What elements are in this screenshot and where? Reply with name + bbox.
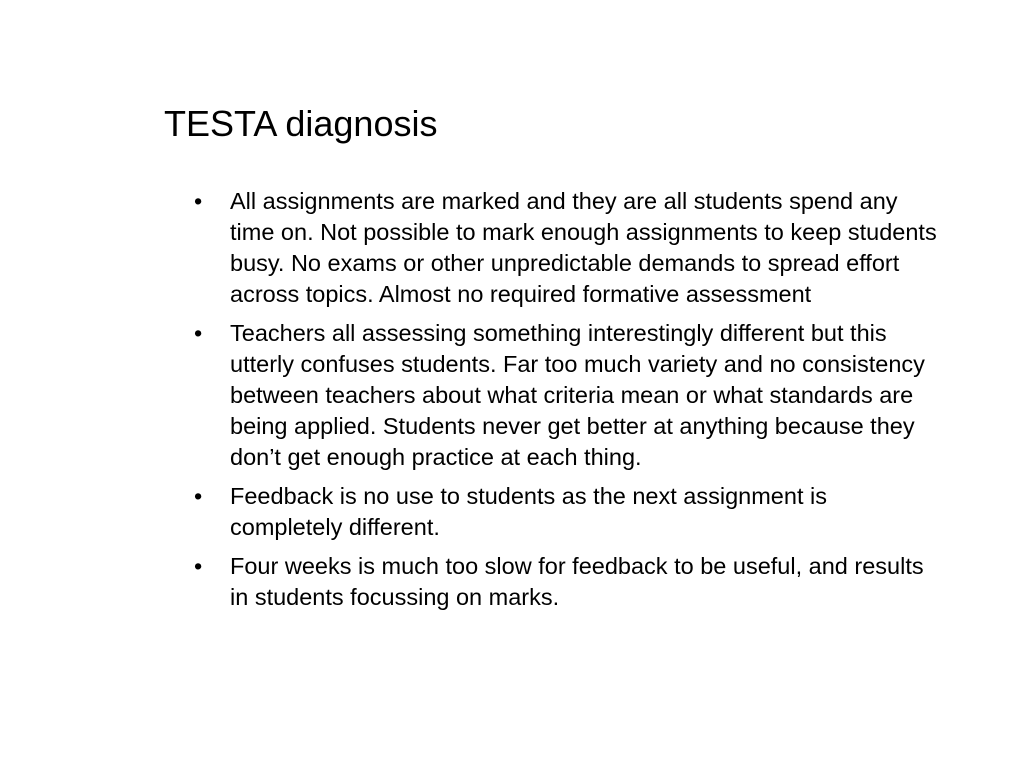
bullet-text: All assignments are marked and they are all students spend any time on. Not possible to mark enough assignments to keep students busy. No exams or other unpredictable demands to spread effort across topics. Almost no required formative assessment xyxy=(230,188,937,307)
slide-title: TESTA diagnosis xyxy=(164,103,438,144)
bullet-item xyxy=(192,551,942,613)
bullet-item xyxy=(192,318,942,473)
bullet-icon: • xyxy=(194,188,203,214)
bullet-list xyxy=(192,186,942,621)
bullet-text: Teachers all assessing something interestingly different but this utterly confuses students. Far too much variety and no consistency between teachers about what criteria mean or what standards are being applied. Students never get better at anything because they don’t get enough practice at each thing. xyxy=(230,320,925,470)
bullet-text: Four weeks is much too slow for feedback to be useful, and results in students focussing on marks. xyxy=(230,553,924,610)
bullet-item xyxy=(192,186,942,310)
bullet-icon: • xyxy=(194,483,203,509)
bullet-icon: • xyxy=(194,320,203,346)
bullet-text: Feedback is no use to students as the next assignment is completely different. xyxy=(230,483,827,540)
bullet-item xyxy=(192,481,942,543)
bullet-icon: • xyxy=(194,553,203,579)
